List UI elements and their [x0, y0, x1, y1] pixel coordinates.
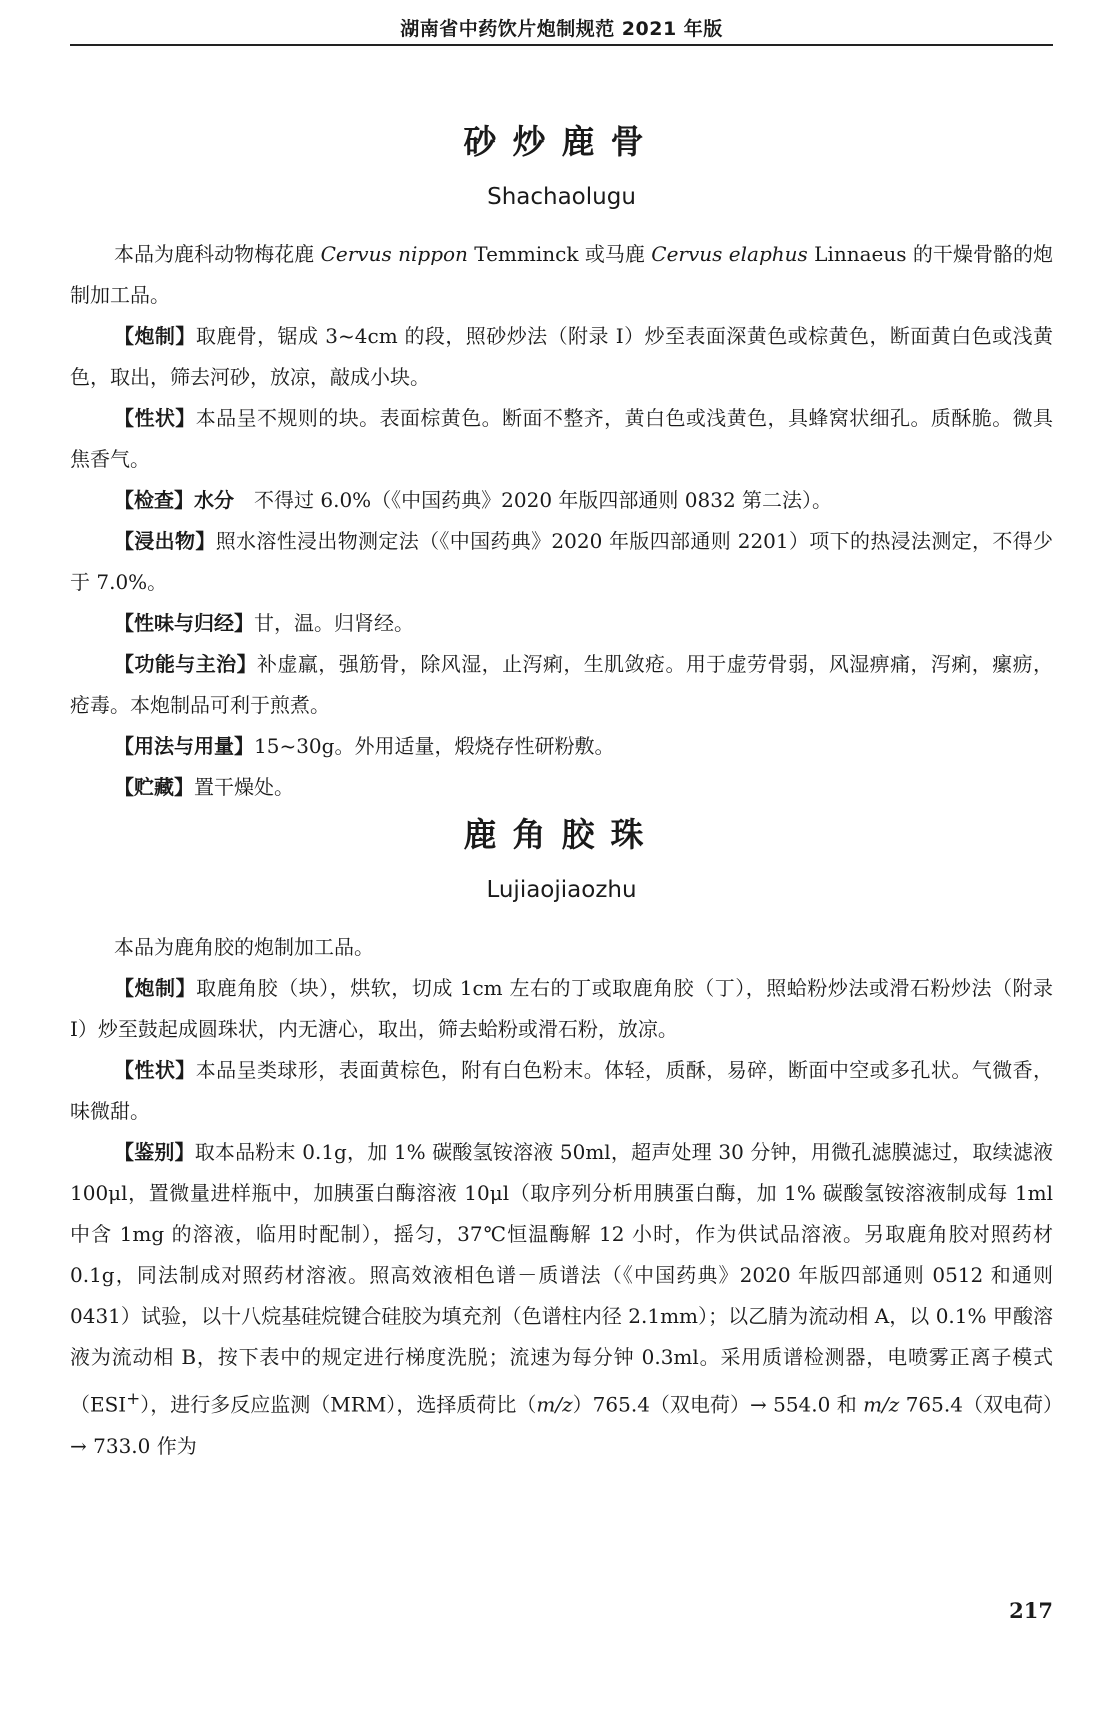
item-label: 【检查】	[114, 488, 194, 512]
item-text: 取鹿角胶（块），烘软，切成 1cm 左右的丁或取鹿角胶（丁），照蛤粉炒法或滑石粉炒法（附录 I）炒至鼓起成圆珠状，内无溏心，取出，筛去蛤粉或滑石粉，放凉。	[70, 976, 1054, 1041]
item-paragraph	[70, 1050, 1053, 1132]
item-text: ）765.4（双电荷）→ 554.0 和	[572, 1392, 864, 1417]
item-paragraph	[70, 767, 1053, 808]
item-label: 【性味与归经】	[114, 611, 254, 635]
item-text: 补虚羸，强筋骨，除风湿，止泻痢，生肌敛疮。用于虚劳骨弱，风湿痹痛，泻痢，瘰疬，疮毒。本炮制品可利于煎煮。	[70, 652, 1054, 717]
intro-paragraph	[70, 234, 1053, 316]
item-paragraph	[70, 521, 1053, 603]
section-pinyin: Lujiaojiaozhu	[486, 877, 637, 903]
item-label: 【贮藏】	[114, 775, 194, 799]
item-label: 【用法与用量】	[114, 734, 254, 758]
section-pinyin: Shachaolugu	[487, 184, 636, 210]
item-text: 本品呈类球形，表面黄棕色，附有白色粉末。体轻，质酥，易碎，断面中空或多孔状。气微香，味微甜。	[70, 1058, 1054, 1123]
item-text: 照水溶性浸出物测定法（《中国药典》2020 年版四部通则 2201）项下的热浸法测定，不得少于 7.0%。	[70, 529, 1054, 594]
item-label: 【鉴别】	[114, 1140, 195, 1164]
item-paragraph	[70, 644, 1053, 726]
superscript: +	[126, 1389, 141, 1408]
item-label: 【炮制】	[114, 976, 197, 1000]
item-label: 【性状】	[114, 406, 196, 430]
section-title: 砂炒鹿骨	[463, 122, 660, 161]
item-text: 本品呈不规则的块。表面棕黄色。断面不整齐，黄白色或浅黄色，具蜂窝状细孔。质酥脆。微具焦香气。	[70, 406, 1054, 471]
page-number: 217	[1009, 1598, 1053, 1623]
item-text: 置干燥处。	[194, 775, 294, 799]
item-paragraph	[70, 480, 1053, 521]
latin-name: Cervus elaphus	[651, 242, 808, 266]
mz-symbol: m/z	[536, 1392, 573, 1417]
mz-symbol: m/z	[863, 1392, 900, 1417]
item-label: 【性状】	[114, 1058, 196, 1082]
intro-text: Temminck 或马鹿	[467, 242, 652, 266]
running-header: 湖南省中药饮片炮制规范 2021 年版	[400, 18, 723, 40]
section-shachaolugu	[70, 122, 1053, 808]
item-label: 【功能与主治】	[114, 652, 257, 676]
item-text: 不得过 6.0%（《中国药典》2020 年版四部通则 0832 第二法）。	[234, 488, 833, 512]
intro-text: Linnaeus 的干燥骨骼的炮制加工品。	[70, 242, 1054, 307]
section-title: 鹿角胶珠	[463, 815, 660, 854]
item-text: 取鹿骨，锯成 3~4cm 的段，照砂炒法（附录 I）炒至表面深黄色或棕黄色，断面黄白色或浅黄色，取出，筛去河砂，放凉，敲成小块。	[70, 324, 1054, 389]
item-paragraph	[70, 316, 1053, 398]
item-text: 765.4（双电荷）→ 733.0 作为	[70, 1392, 1054, 1458]
item-text: 15~30g。外用适量，煅烧存性研粉敷。	[254, 734, 615, 758]
item-text: 甘，温。归肾经。	[254, 611, 414, 635]
intro-text: 本品为鹿科动物梅花鹿	[114, 242, 321, 266]
item-label: 【炮制】	[114, 324, 196, 348]
intro-paragraph: 本品为鹿角胶的炮制加工品。	[114, 935, 374, 959]
latin-name: Cervus nippon	[320, 242, 468, 266]
item-paragraph	[70, 726, 1053, 767]
item-text: ），进行多反应监测（MRM），选择质荷比（	[140, 1392, 537, 1417]
item-identification	[70, 1132, 1053, 1467]
item-paragraph	[70, 968, 1053, 1050]
section-lujiaojiaozhu	[70, 815, 1053, 1467]
item-sublabel: 水分	[194, 488, 234, 512]
item-text: 取本品粉末 0.1g，加 1% 碳酸氢铵溶液 50ml，超声处理 30 分钟，用微孔滤膜滤过，取续滤液 100μl，置微量进样瓶中，加胰蛋白酶溶液 10μl（取序列分析用胰蛋白酶，加 1% 碳酸氢铵溶液制成每 1ml 中含 1mg 的溶液，临用时配制），摇匀，37℃恒温酶解 12 小时，作为供试品溶液。另取鹿角胶对照药材 0.1g，同法制成对照药材溶液。照高效液相色谱－质谱法（《中国药典》2020 年版四部通则 0512 和通则 0431）试验，以十八烷基硅烷键合硅胶为填充剂（色谱柱内径 2.1mm）；以乙腈为流动相 A，以 0.1% 甲酸溶液为流动相 B，按下表中的规定进行梯度洗脱；流速为每分钟 0.3ml。采用质谱检测器，电喷雾正离子模式（ESI	[70, 1140, 1053, 1417]
item-paragraph	[70, 398, 1053, 480]
header-rule	[70, 44, 1053, 46]
item-paragraph	[70, 603, 1053, 644]
item-label: 【浸出物】	[114, 529, 216, 553]
